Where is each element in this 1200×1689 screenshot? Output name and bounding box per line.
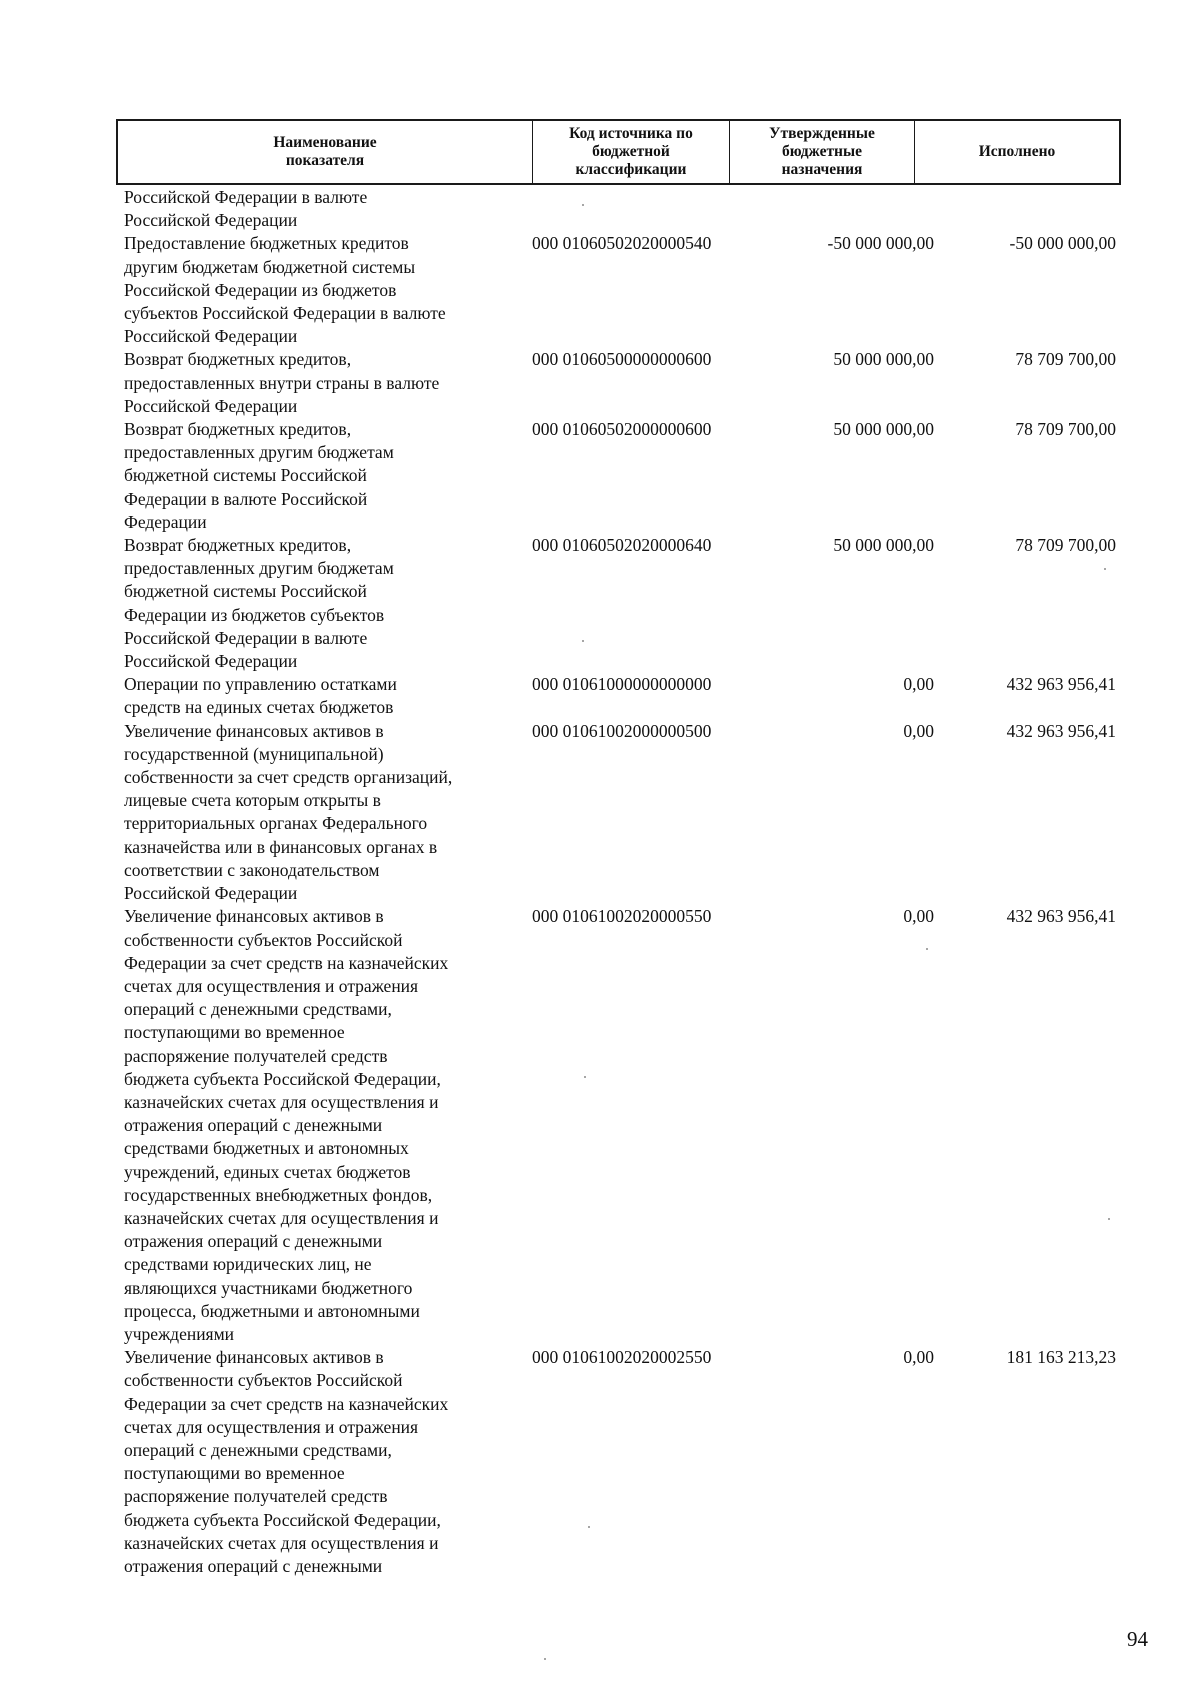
executed-amount: 432 963 956,41 [1006,906,1116,927]
approved-amount: 50 000 000,00 [833,419,934,440]
indicator-name: Возврат бюджетных кредитов, предоставленных внутри страны в валюте Российской Федерации [124,349,440,416]
table-body [124,186,1120,1578]
executed-amount: -50 000 000,00 [1009,233,1116,254]
approved-amount: 50 000 000,00 [833,535,934,556]
indicator-name: Возврат бюджетных кредитов, предоставленных другим бюджетам бюджетной системы Российской Федерации в валюте Российской Федерации [124,419,394,532]
scan-speck [926,948,928,950]
source-code: 000 01060500000000600 [532,349,712,370]
indicator-name: Операции по управлению остатками средств на единых счетах бюджетов [124,674,397,718]
indicator-name: Увеличение финансовых активов в государственной (муниципальной) собственности за счет средств организаций, лицевые счета которым открыты в территориальных органах Федерального казначейства или в финансовых органах в соответствии с законодательством Российской Федерации [124,720,453,904]
approved-amount: 0,00 [903,674,934,695]
source-code: 000 01061002020000550 [532,906,712,927]
table-row [124,534,1120,673]
scan-speck [1108,1218,1110,1220]
scan-speck [544,1658,546,1660]
table-row [124,720,1120,906]
source-code: 000 01060502000000600 [532,419,712,440]
header-executed-column: Исполнено [914,121,1119,183]
table-row [124,348,1120,418]
table-header [116,119,1121,185]
executed-amount: 78 709 700,00 [1015,349,1116,370]
executed-amount: 181 163 213,23 [1006,1347,1116,1368]
scan-speck [1104,568,1106,570]
scan-speck [582,640,584,642]
approved-amount: -50 000 000,00 [827,233,934,254]
indicator-name: Российской Федерации в валюте Российской Федерации [124,187,368,231]
indicator-name: Увеличение финансовых активов в собственности субъектов Российской Федерации за счет средств на казначейских счетах для осуществления и отражения операций с денежными средствами, поступающими во временное распоряжение получателей средств бюджета субъекта Российской Федерации, казначейских счетах для осуществления и отражения операций с денежными средствами бюджетных и автономных учреждений, единых счетах бюджетов государственных внебюджетных фондов, казначейских счетах для осуществления и отражения операций с денежными средствами юридических лиц, не являющихся участниками бюджетного процесса, бюджетными и автономными учреждениями [124,906,449,1344]
approved-amount: 0,00 [903,1347,934,1368]
executed-amount: 78 709 700,00 [1015,535,1116,556]
indicator-name: Возврат бюджетных кредитов, предоставленных другим бюджетам бюджетной системы Российской Федерации из бюджетов субъектов Российской Федерации в валюте Российской Федерации [124,535,394,672]
table-row [124,186,1120,232]
page-number: 94 [1127,1627,1148,1651]
source-code: 000 01060502020000640 [532,535,712,556]
executed-amount: 78 709 700,00 [1015,419,1116,440]
approved-amount: 50 000 000,00 [833,349,934,370]
source-code: 000 01060502020000540 [532,233,712,254]
header-code-column: Код источника по бюджетной классификации [532,121,729,183]
table-row [124,1346,1120,1578]
source-code: 000 01061002020002550 [532,1347,712,1368]
executed-amount: 432 963 956,41 [1006,674,1116,695]
table-row [124,905,1120,1346]
source-code: 000 01061002000000500 [532,720,712,741]
executed-amount: 432 963 956,41 [1006,720,1116,741]
header-approved-column: Утвержденные бюджетные назначения [729,121,914,183]
table-row [124,673,1120,719]
indicator-name: Увеличение финансовых активов в собственности субъектов Российской Федерации за счет средств на казначейских счетах для осуществления и отражения операций с денежными средствами, поступающими во временное распоряжение получателей средств бюджета субъекта Российской Федерации, казначейских счетах для осуществления и отражения операций с денежными [124,1347,449,1576]
approved-amount: 0,00 [903,906,934,927]
approved-amount: 0,00 [903,720,934,741]
scan-speck [582,204,584,206]
source-code: 000 01061000000000000 [532,674,712,695]
scan-speck [588,1526,590,1528]
table-row [124,418,1120,534]
indicator-name: Предоставление бюджетных кредитов другим бюджетам бюджетной системы Российской Федерации из бюджетов субъектов Российской Федерации в валюте Российской Федерации [124,233,446,347]
scan-speck [584,1076,586,1078]
table-row [124,232,1120,348]
header-name-column: Наименование показателя [273,134,377,169]
